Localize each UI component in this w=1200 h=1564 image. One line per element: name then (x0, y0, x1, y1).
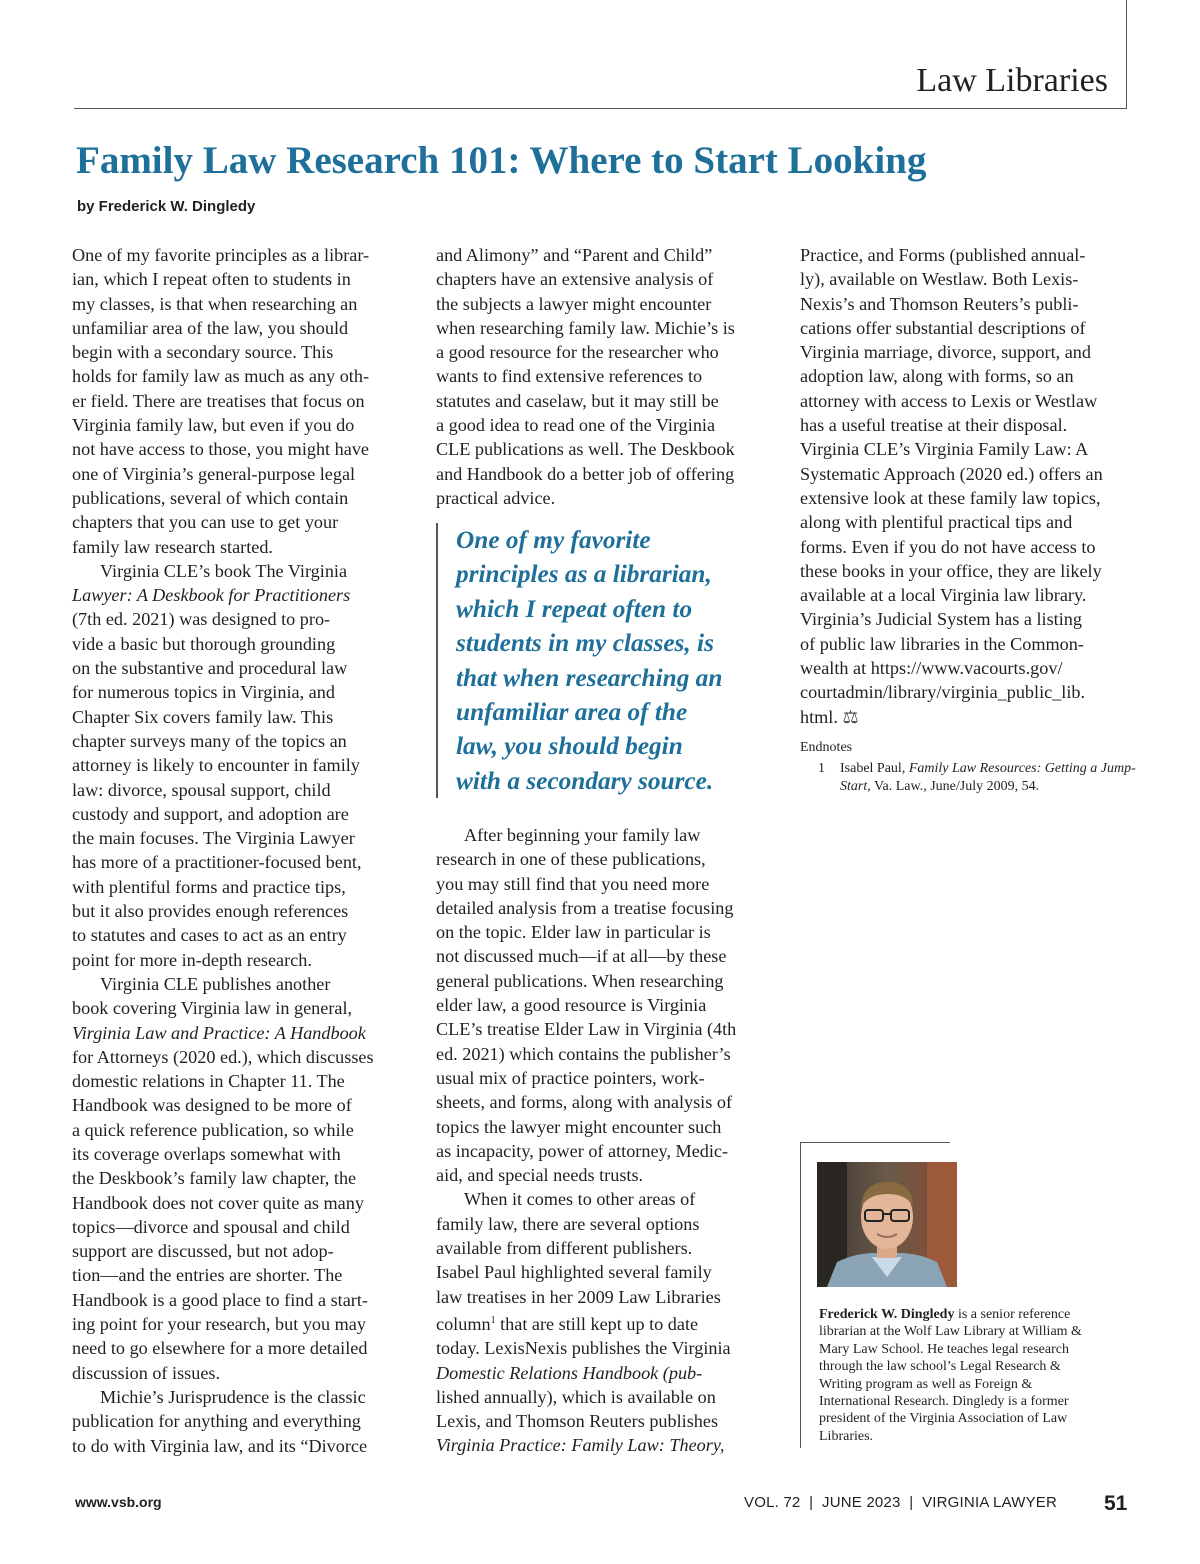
text-line: CLE’s treatise Elder Law in Virginia (4th (436, 1019, 737, 1040)
pull-quote-line: One of my favorite (456, 526, 651, 554)
text-line: Virginia’s Judicial System has a listing (800, 609, 1082, 630)
text-line: Virginia Practice: Family Law: Theory, (436, 1435, 725, 1456)
text-line: Domestic Relations Handbook (pub- (436, 1362, 703, 1383)
pull-quote-line: law, you should begin (456, 732, 683, 761)
pull-quote-line: unfamiliar area of the (456, 698, 688, 727)
scales-of-justice-icon: ⚖ (842, 706, 859, 727)
text-line: these books in your office, they are likely (800, 560, 1102, 581)
bio-rule-vertical (800, 1142, 801, 1448)
text-line: Systematic Approach (2020 ed.) offers an (800, 463, 1103, 484)
section-rule-horizontal (74, 108, 1127, 109)
url-line[interactable]: courtadmin/library/virginia_public_lib. (800, 682, 1086, 703)
text-line: with plentiful forms and practice tips, (72, 876, 346, 897)
text-line: extensive look at these family law topics, (800, 487, 1101, 508)
text-line: point for more in-depth research. (72, 949, 312, 970)
text-line: as incapacity, power of attorney, Medic- (436, 1140, 729, 1161)
text-line: attorney with access to Lexis or Westlaw (800, 390, 1098, 411)
text-line: domestic relations in Chapter 11. The (72, 1071, 345, 1092)
text-line: holds for family law as much as any oth- (72, 366, 369, 387)
url-line[interactable]: html. (800, 706, 838, 727)
text-line: custody and support, and adoption are (72, 803, 349, 824)
endnotes-heading: Endnotes (800, 740, 853, 755)
text-line: for numerous topics in Virginia, and (72, 682, 335, 703)
text-line: when researching family law. Michie’s is (436, 317, 735, 338)
text-line: Virginia CLE publishes another (100, 973, 331, 994)
text-line: has more of a practitioner-focused bent, (72, 852, 362, 873)
text-line: CLE publications as well. The Deskbook (436, 439, 735, 460)
footnote-marker[interactable]: 1 (490, 1314, 496, 1326)
text-line: my classes, is that when researching an (72, 293, 358, 314)
text-line: for Attorneys (2020 ed.), which discusses (72, 1046, 374, 1067)
text-line: and Handbook do a better job of offering (436, 463, 735, 484)
text-line: begin with a secondary source. This (72, 342, 334, 363)
text-line: support are discussed, but not adop- (72, 1241, 334, 1262)
text-line: Chapter Six covers family law. This (72, 706, 334, 727)
pull-quote-line: which I repeat often to (456, 594, 693, 623)
text-line: ian, which I repeat often to students in (72, 269, 351, 290)
text-line: After beginning your family law (464, 825, 701, 845)
pull-quote-line: with a secondary source. (456, 766, 714, 795)
author-name: Frederick W. Dingledy (819, 1307, 955, 1322)
text-line: forms. Even if you do not have access to (800, 536, 1096, 557)
text-line: statutes and caselaw, but it may still be (436, 390, 719, 411)
text-line: and Alimony” and “Parent and Child” (436, 245, 713, 265)
text-line: one of Virginia’s general-purpose legal (72, 463, 356, 484)
text-fragment: that are still kept up to date (495, 1314, 699, 1334)
text-line: publication for anything and everything (72, 1411, 361, 1432)
text-line: available from different publishers. (436, 1238, 693, 1259)
endnote-item (818, 760, 1138, 796)
footer-issue: VOL. 72 | JUNE 2023 | VIRGINIA LAWYER (744, 1494, 1058, 1511)
text-line: ing point for your research, but you may (72, 1314, 366, 1335)
url-line[interactable]: wealth at https://www.vacourts.gov/ (800, 658, 1063, 679)
text-line: publications, several of which contain (72, 487, 349, 508)
pull-quote-line: students in my classes, is (456, 629, 714, 658)
text-line: Handbook does not cover quite as many (72, 1192, 364, 1213)
byline: by Frederick W. Dingledy (77, 198, 256, 215)
text-line: Isabel Paul highlighted several family (436, 1262, 712, 1283)
text-line: topics the lawyer might encounter such (436, 1116, 722, 1137)
text-line: to statutes and cases to act as an entry (72, 925, 347, 946)
text-line: book covering Virginia law in general, (72, 998, 353, 1019)
text-line: along with plentiful practical tips and (800, 512, 1073, 533)
text-line: discussion of issues. (72, 1362, 221, 1383)
text-line: a quick reference publication, so while (72, 1119, 354, 1140)
text-line: not discussed much—if at all—by these (436, 946, 727, 967)
text-line: (7th ed. 2021) was designed to pro- (72, 609, 331, 630)
text-line: Michie’s Jurisprudence is the classic (100, 1386, 366, 1407)
section-title: Law Libraries (916, 62, 1108, 99)
text-line (436, 1309, 768, 1336)
text-line: need to go elsewhere for a more detailed (72, 1338, 368, 1359)
endnote-number: 1 (818, 761, 825, 776)
text-line: you may still find that you need more (436, 873, 710, 894)
text-line: chapters have an extensive analysis of (436, 269, 714, 290)
column-3 (800, 243, 1130, 729)
endnote-citation: , Va. Law., June/July 2009, 54. (867, 779, 1040, 794)
text-line: One of my favorite principles as a librar- (72, 245, 370, 265)
text-line (800, 705, 1130, 729)
text-line: wants to find extensive references to (436, 366, 703, 387)
page-number: 51 (1104, 1492, 1128, 1515)
text-line: its coverage overlaps somewhat with (72, 1143, 341, 1164)
text-line: a good resource for the researcher who (436, 342, 719, 363)
text-line: elder law, a good resource is Virginia (436, 995, 707, 1016)
pull-quote-line: that when researching an (456, 663, 723, 692)
text-line: aid, and special needs trusts. (436, 1165, 644, 1186)
author-bio-text: is a senior reference librarian at the Wolf Law Library at William & Mary Law School. He teaches legal research through the law school’s Legal Research & Writing program as well as Foreign & International Research. Dingledy is a former president of the Virginia Association of Law Libraries. (819, 1307, 1082, 1444)
text-line: practical advice. (436, 487, 556, 508)
author-photo (817, 1162, 957, 1287)
text-line: er field. There are treatises that focus on (72, 390, 365, 411)
bio-rule-horizontal (800, 1142, 950, 1143)
text-line: usual mix of practice pointers, work- (436, 1067, 705, 1088)
text-line: Practice, and Forms (published annual- (800, 245, 1086, 265)
text-line: family law, there are several options (436, 1213, 700, 1234)
column-2 (436, 243, 768, 510)
author-bio (819, 1306, 1099, 1445)
section-rule-vertical (1126, 0, 1127, 108)
text-line: attorney is likely to encounter in family (72, 755, 360, 776)
endnote-author: Isabel Paul, (840, 761, 909, 776)
text-line: Nexis’s and Thomson Reuters’s publi- (800, 293, 1079, 314)
text-line: Lawyer: A Deskbook for Practitioners (72, 585, 351, 606)
text-line: to do with Virginia law, and its “Divorce (72, 1435, 368, 1456)
text-line: today. LexisNexis publishes the Virginia (436, 1338, 731, 1359)
text-line: cations offer substantial descriptions of (800, 317, 1086, 338)
text-line: Handbook was designed to be more of (72, 1095, 352, 1116)
text-line: topics—divorce and spousal and child (72, 1216, 350, 1237)
text-line: of public law libraries in the Common- (800, 633, 1084, 654)
pull-quote-line: principles as a librarian, (456, 560, 712, 589)
text-line: vide a basic but thorough grounding (72, 633, 336, 654)
article-title: Family Law Research 101: Where to Start Looking (76, 139, 927, 182)
text-line: adoption law, along with forms, so an (800, 366, 1074, 387)
footer-url[interactable]: www.vsb.org (75, 1494, 162, 1510)
text-line: chapter surveys many of the topics an (72, 730, 347, 751)
text-line: on the substantive and procedural law (72, 658, 348, 679)
text-line: on the topic. Elder law in particular is (436, 922, 711, 943)
text-line: has a useful treatise at their disposal. (800, 415, 1068, 436)
text-line: Handbook is a good place to find a start- (72, 1289, 368, 1310)
text-line: Virginia CLE’s book The Virginia (100, 560, 348, 581)
text-line: lished annually), which is available on (436, 1386, 716, 1407)
text-line: Virginia Law and Practice: A Handbook (72, 1022, 366, 1043)
column-1 (72, 243, 402, 1458)
text-line: chapters that you can use to get your (72, 512, 339, 533)
text-line: available at a local Virginia law library. (800, 585, 1087, 606)
text-line: a good idea to read one of the Virginia (436, 415, 716, 436)
text-line: Lexis, and Thomson Reuters publishes (436, 1411, 719, 1432)
text-fragment: column (436, 1314, 491, 1334)
text-line: but it also provides enough references (72, 901, 349, 922)
text-line: Virginia marriage, divorce, support, and (800, 342, 1091, 363)
endnote-title: Family Law Resources: Getting a Jump-Start (840, 761, 1136, 794)
text-line: the subjects a lawyer might encounter (436, 293, 712, 314)
text-line: not have access to those, you might have (72, 439, 369, 460)
text-line: research in one of these publications, (436, 849, 706, 870)
text-line: the main focuses. The Virginia Lawyer (72, 828, 355, 849)
pull-quote (436, 523, 786, 798)
text-line: law: divorce, spousal support, child (72, 779, 331, 800)
text-line: tion—and the entries are shorter. The (72, 1265, 343, 1286)
text-line: general publications. When researching (436, 970, 724, 991)
text-line: law treatises in her 2009 Law Libraries (436, 1286, 721, 1307)
text-line: sheets, and forms, along with analysis of (436, 1092, 732, 1113)
column-2-continued (436, 823, 768, 1458)
text-line: the Deskbook’s family law chapter, the (72, 1168, 357, 1189)
text-line: detailed analysis from a treatise focusing (436, 897, 734, 918)
text-line: unfamiliar area of the law, you should (72, 317, 349, 338)
text-line: Virginia family law, but even if you do (72, 415, 355, 436)
text-line: family law research started. (72, 536, 273, 557)
text-line: When it comes to other areas of (464, 1189, 696, 1210)
text-line: Virginia CLE’s Virginia Family Law: A (800, 439, 1089, 460)
text-line: ly), available on Westlaw. Both Lexis- (800, 269, 1079, 290)
text-line: ed. 2021) which contains the publisher’s (436, 1043, 731, 1064)
